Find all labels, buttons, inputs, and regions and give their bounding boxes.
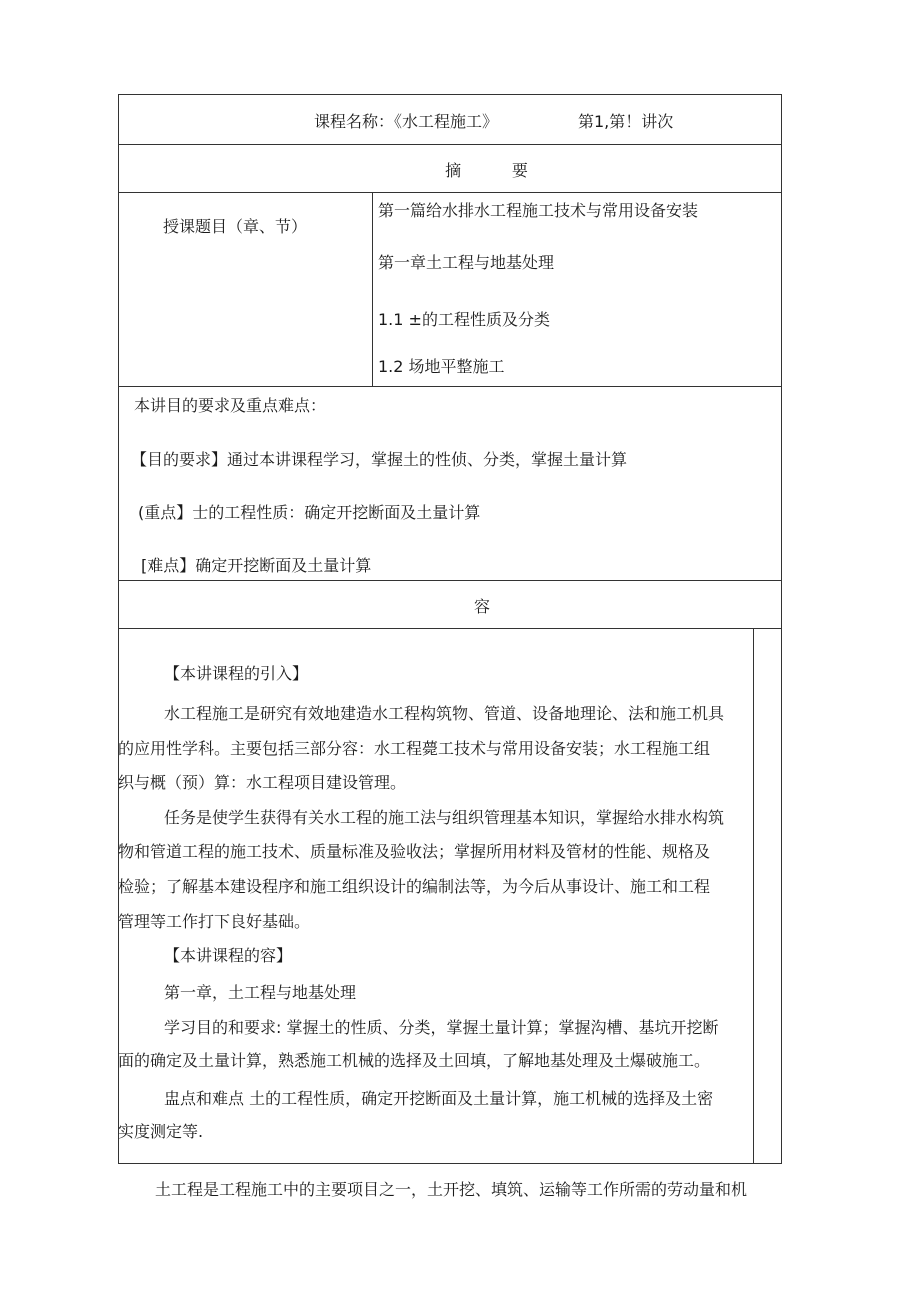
objectives-key: (重点】士的工程性质：确定开挖断面及土量计算	[138, 503, 481, 522]
body-line: 水工程施工是研究有效地建造水工程构筑物、管道、设备地理论、法和施工机具	[164, 704, 725, 723]
column-divider	[372, 192, 373, 386]
row-divider	[118, 144, 782, 145]
topic-line: 第一章土工程与地基处理	[378, 253, 555, 272]
body-line: 【本讲课程的引入】	[164, 664, 309, 683]
body-line: 织与概（预）算：水工程项目建设管理。	[118, 773, 407, 792]
footer-paragraph: 土工程是工程施工中的主要项目之一，土开挖、填筑、运输等工作所需的劳动量和机	[155, 1180, 748, 1199]
row-divider	[118, 192, 782, 193]
summary-label: 摘 要	[445, 161, 528, 180]
body-line: 物和管道工程的施工技术、质量标准及验收法；掌握所用材料及管材的性能、规格及	[118, 842, 711, 861]
column-divider	[753, 628, 754, 1164]
body-line: 任务是使学生获得有关水工程的施工法与组织管理基本知识，掌握给水排水构筑	[164, 808, 725, 827]
course-name: 课程名称：《水工程施工》	[314, 112, 499, 131]
body-line: 面的确定及土量计算，熟悉施工机械的选择及土回填，了解地基处理及土爆破施工。	[118, 1051, 711, 1070]
objectives-goal: 【目的要求】通过本讲课程学习，掌握土的性侦、分类，掌握土量计算	[131, 450, 628, 469]
objectives-heading: 本讲目的要求及重点难点：	[134, 396, 327, 415]
row-divider	[118, 386, 782, 387]
body-line: 管理等工作打下良好基础。	[118, 912, 311, 931]
topic-line: 第一篇给水排水工程施工技术与常用设备安装	[378, 201, 699, 220]
body-line: 学习目的和要求: 掌握土的性质、分类，掌握土量计算；掌握沟槽、基坑开挖断	[164, 1018, 719, 1037]
row-divider	[118, 580, 782, 581]
content-label: 容	[474, 597, 491, 616]
topic-line: 1.2 场地平整施工	[378, 357, 505, 376]
topic-label: 授课题目（章、节）	[163, 217, 308, 236]
topic-line: 1.1 ±的工程性质及分类	[378, 310, 550, 329]
row-divider	[118, 628, 782, 629]
body-line: 【本讲课程的容】	[164, 946, 293, 965]
body-line: 检验；了解基本建设程序和施工组织设计的编制法等，为今后从事设计、施工和工程	[118, 877, 711, 896]
body-line: 盅点和难点 土的工程性质，确定开挖断面及土量计算，施工机械的选择及土密	[164, 1089, 714, 1108]
session-number: 第1,第！讲次	[578, 112, 674, 131]
body-line: 实度测定等.	[118, 1122, 204, 1141]
body-line: 的应用性学科。主要包括三部分容：水工程薨工技术与常用设备安装；水工程施工组	[118, 739, 711, 758]
objectives-difficulty: [难点】确定开挖断面及土量计算	[141, 556, 372, 575]
body-line: 第一章，土工程与地基处理	[164, 983, 357, 1002]
